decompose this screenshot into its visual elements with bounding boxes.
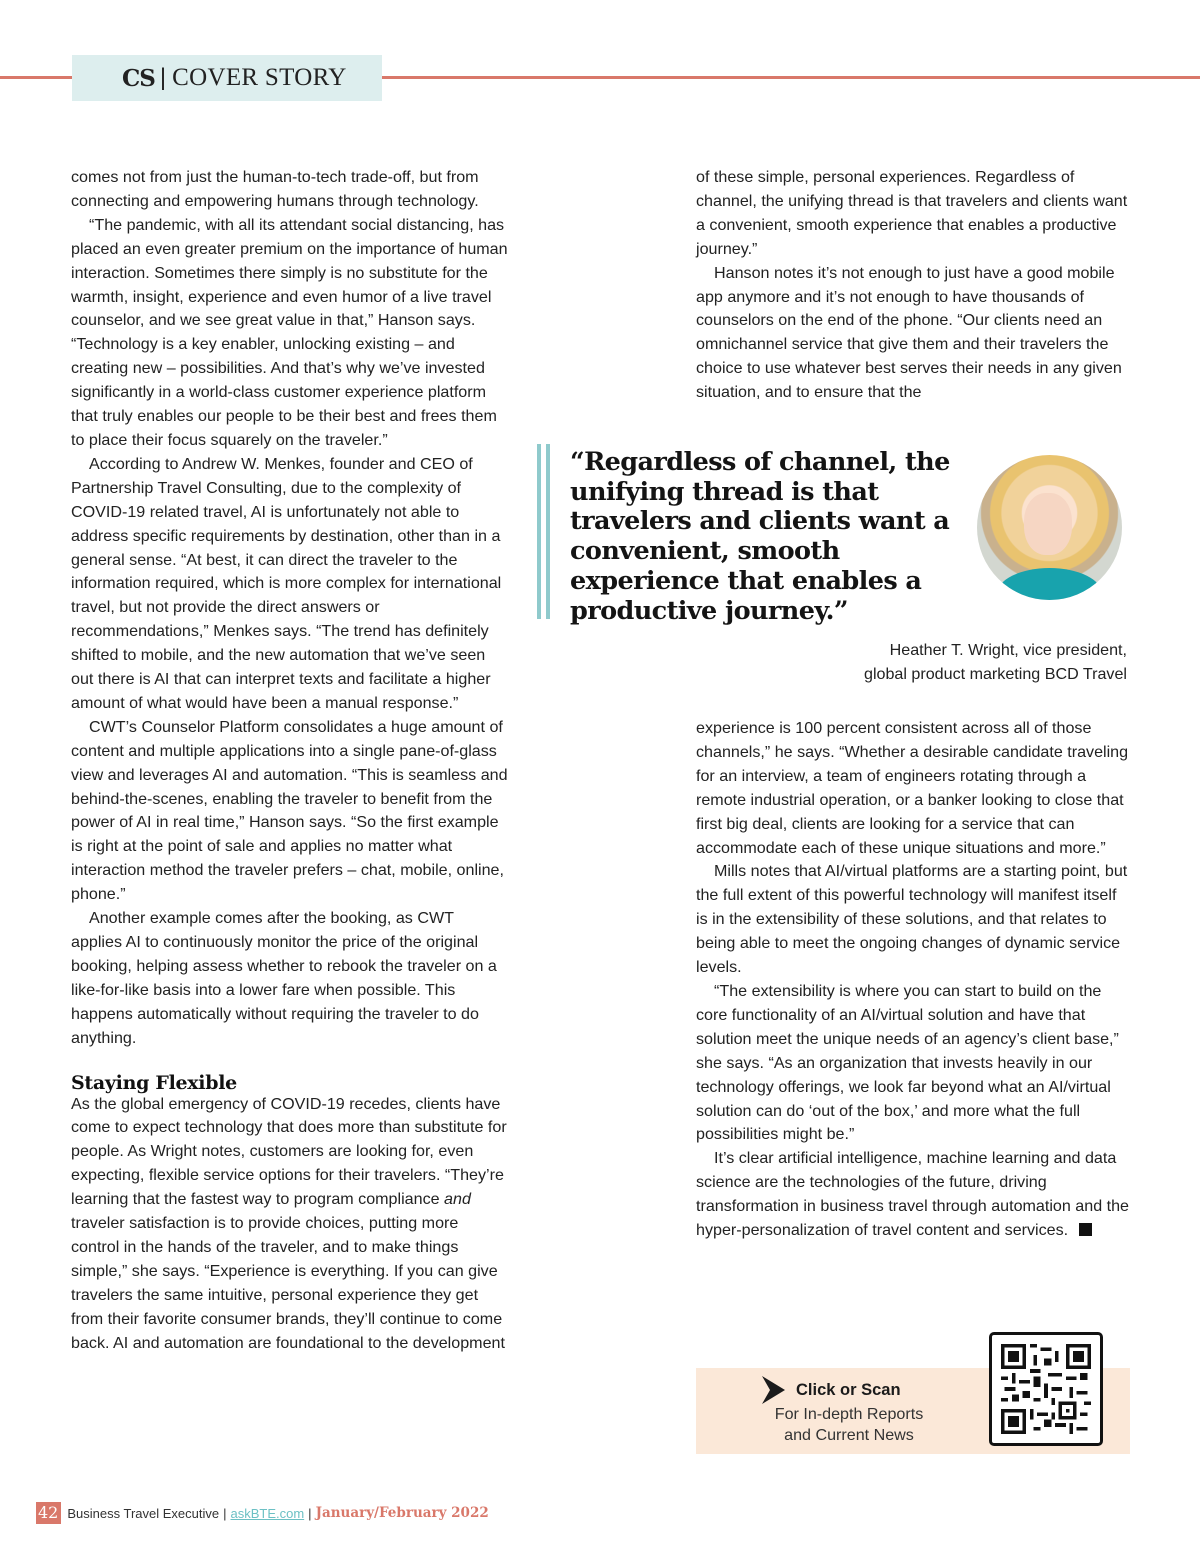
emphasis-text: and xyxy=(444,1190,471,1209)
website-link[interactable]: askBTE.com xyxy=(230,1505,305,1521)
portrait-face xyxy=(1024,493,1072,555)
end-mark-icon xyxy=(1079,1223,1092,1236)
arrow-icon xyxy=(760,1375,786,1405)
paragraph-text: traveler satisfaction is to provide choices, putting more control in the hands of the traveler, and to make things simple,” she says. “Experience is everything. If you can give travelers the same intuitive, personal experience they get from their favorite consumer brands, they’ll continue to come back. AI and automation are foundational to the development xyxy=(71,1214,505,1352)
section-header xyxy=(72,55,382,101)
paragraph-text: As the global emergency of COVID-19 recedes, clients have come to expect technology that does more than substitute for people. As Wright notes, customers are looking for, even expecting, flexible service options for their travelers. “They’re learning that the fastest way to program compliance xyxy=(71,1094,507,1209)
paragraph: According to Andrew W. Menkes, founder and CEO of Partnership Travel Consulting, due to the complexity of COVID-19 related travel, AI is unfortunately not able to address specific requirements by destination, other than in a general sense. “At best, it can direct the traveler to the information required, which is more complex for international travel, but not provide the direct answers or recommendations,” Menkes says. “The trend has definitely shifted to mobile, and the new automation that we’ve seen out there is AI that can interpret texts and facilitate a higher amount of what would have been a manual response.” xyxy=(71,454,502,712)
cta-subtitle: For In-depth Reports and Current News xyxy=(774,1405,924,1444)
subheading: Staying Flexible xyxy=(71,1071,237,1094)
footer-separator: | xyxy=(223,1505,227,1521)
section-abbr: CS xyxy=(122,64,155,92)
paragraph: Hanson notes it’s not enough to just have a good mobile app anymore and it’s not enough to have thousands of counselors on the end of the phone. “Our clients need an omnichannel service that give them and their travelers the choice to use whatever best serves their needs in any given situation, and to ensure that the xyxy=(696,263,1122,402)
publication-name: Business Travel Executive xyxy=(67,1505,220,1521)
attribution-line: global product marketing BCD Travel xyxy=(864,665,1127,683)
pull-quote-bar xyxy=(537,444,541,619)
header-rule-right xyxy=(382,76,1200,79)
qr-code-icon xyxy=(1001,1344,1091,1434)
qr-code[interactable] xyxy=(989,1332,1103,1446)
paragraph: “The pandemic, with all its attendant social distancing, has placed an even greater premium on the importance of human interaction. Sometimes there simply is no substitute for the warmth, insight, experience and even humor of a live travel counselor, and we see great value in that,” Hanson says. “Technology is a key enabler, unlocking existing – and creating new – possibilities. And that’s why we’ve invested significantly in a world-class customer experience platform that truly enables our people to be their best and frees them to place their focus squarely on the traveler.” xyxy=(71,215,508,449)
attribution-line: Heather T. Wright, vice president, xyxy=(889,641,1127,659)
paragraph: CWT’s Counselor Platform consolidates a huge amount of content and multiple applications into a single pane-of-glass view and leverages AI and automation. “This is seamless and behind-the-scenes, enabling the traveler to benefit from the power of AI in real time,” Hanson says. “So the first example is right at the point of sale and applies no matter what interaction method the traveler prefers – chat, mobile, online, phone.” xyxy=(71,717,508,904)
paragraph: of these simple, personal experiences. Regardless of channel, the unifying thread is that travelers and clients want a convenient, smooth experience that enables a productive journey.” xyxy=(696,168,1128,258)
page-number: 42 xyxy=(36,1502,61,1524)
paragraph: Mills notes that AI/virtual platforms are a starting point, but the full extent of this powerful technology will manifest itself is in the extensibility of these solutions, and that relates to being able to meet the ongoing changes of dynamic service levels. xyxy=(696,862,1128,977)
speaker-portrait xyxy=(977,455,1122,600)
header-rule-left xyxy=(0,76,72,79)
pull-quote: “Regardless of channel, the unifying thread is that travelers and clients want a convenient, smooth experience that enables a productive journey.” xyxy=(570,447,950,626)
issue-date: January/February 2022 xyxy=(315,1505,489,1521)
cta-title[interactable]: Click or Scan xyxy=(796,1381,901,1399)
right-column-bottom xyxy=(696,717,1132,1243)
right-column-top xyxy=(696,166,1132,405)
paragraph: comes not from just the human-to-tech trade-off, but from connecting and empowering humans through technology. xyxy=(71,168,479,210)
page-footer xyxy=(36,1502,489,1524)
pull-quote-attribution xyxy=(864,638,1127,686)
section-label: COVER STORY xyxy=(172,64,347,91)
pull-quote-bar xyxy=(546,444,550,619)
paragraph: Another example comes after the booking, as CWT applies AI to continuously monitor the price of the original booking, helping assess whether to rebook the traveler on a like-for-like basis into a lower fare when possible. This happens automatically without requiring the traveler to do anything. xyxy=(71,909,497,1047)
section-separator: | xyxy=(159,64,167,91)
paragraph xyxy=(71,1093,509,1356)
portrait-shirt xyxy=(997,568,1102,600)
paragraph xyxy=(696,1147,1132,1243)
paragraph: “The extensibility is where you can start to build on the core functionality of an AI/virtual solution and have that solution meet the unique needs of an agency’s client base,” she says. “As an organization that invests heavily in our technology offerings, we look far beyond what an AI/virtual solution can do ‘out of the box,’ and more what the full possibilities might be.” xyxy=(696,981,1119,1144)
paragraph: experience is 100 percent consistent across all of those channels,” he says. “Whether a desirable candidate traveling for an interview, a team of engineers rotating through a remote industrial operation, or a banker looking to close that first big deal, clients are looking for a service that can accommodate each of these unique situations and more.” xyxy=(696,719,1129,857)
left-column xyxy=(71,166,509,1356)
paragraph-text: It’s clear artificial intelligence, machine learning and data science are the technologies of the future, driving transformation in business travel through automation and the hyper-personalization of travel content and services. xyxy=(696,1149,1129,1240)
footer-separator: | xyxy=(308,1505,312,1521)
